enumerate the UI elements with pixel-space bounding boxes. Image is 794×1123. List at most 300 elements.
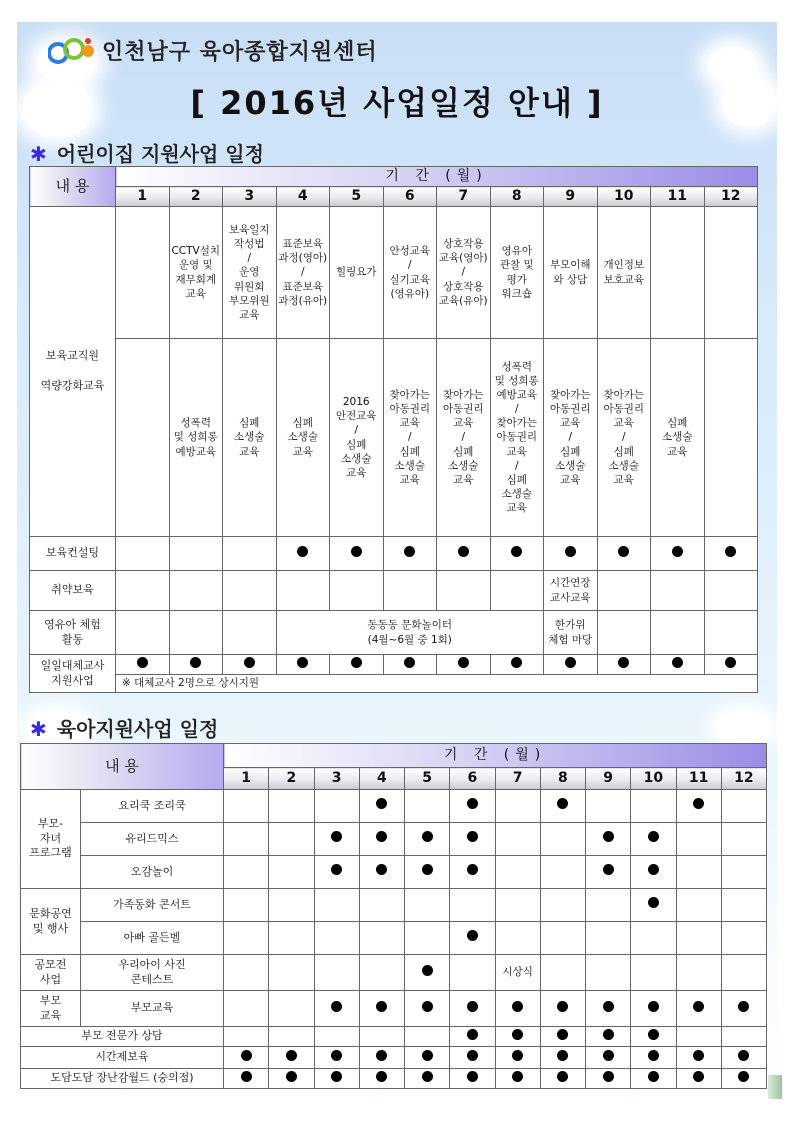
table-cell <box>450 991 495 1027</box>
table-cell <box>276 655 330 675</box>
table-cell <box>450 955 495 991</box>
table-row <box>21 889 767 922</box>
bullet-dot-icon <box>672 546 683 557</box>
program-name: 부모 전문가 상담 <box>21 1027 224 1047</box>
table-cell <box>597 611 651 655</box>
table-cell <box>116 571 170 611</box>
month-header: 10 <box>597 187 651 207</box>
table-cell <box>330 655 384 675</box>
table-cell <box>544 537 598 571</box>
table-cell <box>721 823 766 856</box>
table-cell <box>651 655 705 675</box>
table-row <box>30 571 758 611</box>
month-header: 7 <box>495 768 540 790</box>
program-name: 우리아이 사진 콘테스트 <box>81 955 224 991</box>
bullet-dot-icon <box>467 1001 478 1012</box>
table-cell: 동동동 문화놀이터 (4월~6월 중 1회) <box>276 611 544 655</box>
month-header: 1 <box>116 187 170 207</box>
table-cell <box>676 922 721 955</box>
table-cell <box>631 1069 676 1089</box>
table-row <box>21 823 767 856</box>
table-cell <box>544 655 598 675</box>
bullet-dot-icon <box>458 546 469 557</box>
substitute-note: ※ 대체교사 2명으로 상시지원 <box>116 675 758 693</box>
table-cell <box>314 1027 359 1047</box>
table-cell <box>540 922 585 955</box>
table-cell <box>540 790 585 823</box>
table-cell <box>269 823 314 856</box>
table-cell <box>495 1069 540 1089</box>
bullet-dot-icon <box>286 1071 297 1082</box>
month-header: 8 <box>540 768 585 790</box>
table-cell <box>116 655 170 675</box>
table-cell <box>651 537 705 571</box>
bullet-dot-icon <box>467 930 478 941</box>
table-cell <box>721 856 766 889</box>
table-cell: 심폐 소생술 교육 <box>276 339 330 537</box>
bullet-dot-icon <box>603 864 614 875</box>
table-cell: 찾아가는 아동권리 교육 / 심폐 소생술 교육 <box>544 339 598 537</box>
bullet-dot-icon <box>376 1001 387 1012</box>
bullet-dot-icon <box>618 657 629 668</box>
table-cell <box>405 823 450 856</box>
table-cell <box>676 889 721 922</box>
bullet-dot-icon <box>404 546 415 557</box>
month-header: 11 <box>651 187 705 207</box>
table-cell <box>314 922 359 955</box>
bullet-dot-icon <box>331 1050 342 1061</box>
table-cell <box>540 823 585 856</box>
table-row <box>21 1069 767 1089</box>
table-cell <box>359 922 404 955</box>
bullet-dot-icon <box>648 831 659 842</box>
bullet-dot-icon <box>458 657 469 668</box>
table-cell <box>490 571 544 611</box>
row-label-experience: 영유아 체험 활동 <box>30 611 116 655</box>
table-cell <box>405 922 450 955</box>
month-header: 11 <box>676 768 721 790</box>
month-header: 3 <box>223 187 277 207</box>
table-cell: 2016 안전교육 / 심폐 소생술 교육 <box>330 339 384 537</box>
table-row <box>21 856 767 889</box>
table-cell <box>540 856 585 889</box>
table-cell <box>704 339 758 537</box>
table-cell <box>116 207 170 339</box>
table-cell <box>586 823 631 856</box>
table-cell <box>330 571 384 611</box>
table-cell <box>405 889 450 922</box>
asterisk-icon: ✱ <box>30 142 47 166</box>
table-cell <box>314 955 359 991</box>
table-cell <box>314 856 359 889</box>
month-header: 8 <box>490 187 544 207</box>
table-cell <box>721 790 766 823</box>
table-cell <box>597 537 651 571</box>
table-cell <box>359 856 404 889</box>
bullet-dot-icon <box>286 1050 297 1061</box>
table-cell <box>383 571 437 611</box>
bullet-dot-icon <box>738 1001 749 1012</box>
program-name: 가족동화 콘서트 <box>81 889 224 922</box>
program-name: 부모교육 <box>81 991 224 1027</box>
table-cell <box>631 991 676 1027</box>
bullet-dot-icon <box>648 864 659 875</box>
table-cell <box>330 537 384 571</box>
bullet-dot-icon <box>512 1071 523 1082</box>
table-cell <box>223 537 277 571</box>
bullet-dot-icon <box>331 864 342 875</box>
table-cell <box>224 955 269 991</box>
section2-title-text: 육아지원사업 일정 <box>56 717 219 741</box>
table-cell <box>631 856 676 889</box>
table-cell <box>597 655 651 675</box>
page-title: [ 2016년 사업일정 안내 ] <box>190 84 604 122</box>
table-cell <box>540 1027 585 1047</box>
bullet-dot-icon <box>376 1050 387 1061</box>
content-header: 내 용 <box>30 167 116 207</box>
table-cell <box>169 655 223 675</box>
row-label-vulnerable: 취약보육 <box>30 571 116 611</box>
table-cell: 성폭력 및 성희롱 예방교육 <box>169 339 223 537</box>
bullet-dot-icon <box>404 657 415 668</box>
table-cell: 한가위 체험 마당 <box>544 611 598 655</box>
table-cell <box>405 790 450 823</box>
table-cell <box>169 537 223 571</box>
table-cell: 표준보육 과정(영아) / 표준보육 과정(유아) <box>276 207 330 339</box>
table-cell <box>631 922 676 955</box>
table-cell <box>721 991 766 1027</box>
table-cell <box>704 537 758 571</box>
bullet-dot-icon <box>422 1001 433 1012</box>
table-cell <box>495 856 540 889</box>
table-cell <box>651 207 705 339</box>
bullet-dot-icon <box>241 1071 252 1082</box>
table-cell <box>276 571 330 611</box>
month-header: 9 <box>544 187 598 207</box>
table-cell <box>495 991 540 1027</box>
grass-decoration <box>768 1075 782 1099</box>
table-cell <box>223 655 277 675</box>
program-group: 문화공연 및 행사 <box>21 889 81 955</box>
table-cell <box>676 955 721 991</box>
table-cell <box>540 1069 585 1089</box>
month-header-row <box>30 187 758 207</box>
row-label-training: 보육교직원 역량강화교육 <box>30 207 116 537</box>
program-group: 공모전 사업 <box>21 955 81 991</box>
table-cell <box>490 537 544 571</box>
table-cell: 개인정보 보호교육 <box>597 207 651 339</box>
content-header: 내 용 <box>21 744 224 790</box>
table-cell <box>586 1027 631 1047</box>
table-cell <box>450 790 495 823</box>
bullet-dot-icon <box>512 1001 523 1012</box>
bullet-dot-icon <box>467 1029 478 1040</box>
table-cell <box>269 991 314 1027</box>
table-header-row <box>30 167 758 187</box>
bullet-dot-icon <box>565 657 576 668</box>
table-cell <box>269 922 314 955</box>
bullet-dot-icon <box>241 1050 252 1061</box>
month-header: 12 <box>704 187 758 207</box>
table-row <box>21 1027 767 1047</box>
bullet-dot-icon <box>603 1001 614 1012</box>
table-cell <box>169 611 223 655</box>
table-cell: 안성교육 / 실기교육 (영유아) <box>383 207 437 339</box>
bullet-dot-icon <box>331 831 342 842</box>
table-cell <box>359 823 404 856</box>
table-cell <box>586 991 631 1027</box>
org-name: 인천남구 육아종합지원센터 <box>102 39 378 65</box>
table-row <box>30 675 758 693</box>
table-cell <box>721 1047 766 1069</box>
bullet-dot-icon <box>512 1050 523 1061</box>
table-cell <box>631 1047 676 1069</box>
table-row <box>21 790 767 823</box>
table-cell <box>269 856 314 889</box>
month-header: 2 <box>269 768 314 790</box>
bullet-dot-icon <box>648 1050 659 1061</box>
row-label-substitute: 일일대체교사 지원사업 <box>30 655 116 693</box>
bullet-dot-icon <box>693 798 704 809</box>
bullet-dot-icon <box>467 1050 478 1061</box>
bullet-dot-icon <box>738 1050 749 1061</box>
program-name: 시간제보육 <box>21 1047 224 1069</box>
table-cell <box>676 823 721 856</box>
month-header: 12 <box>721 768 766 790</box>
bullet-dot-icon <box>511 657 522 668</box>
table-cell <box>314 889 359 922</box>
table-cell <box>495 1027 540 1047</box>
table-cell <box>269 1047 314 1069</box>
table-row <box>30 207 758 339</box>
table-cell <box>383 537 437 571</box>
period-header: 기 간 (월) <box>116 167 758 187</box>
table-cell <box>586 790 631 823</box>
table-cell <box>597 571 651 611</box>
month-header: 5 <box>330 187 384 207</box>
table-cell <box>314 1069 359 1089</box>
bullet-dot-icon <box>725 657 736 668</box>
bullet-dot-icon <box>557 798 568 809</box>
table-row <box>30 537 758 571</box>
table-cell <box>116 537 170 571</box>
bullet-dot-icon <box>693 1071 704 1082</box>
table-cell <box>586 1069 631 1089</box>
bullet-dot-icon <box>565 546 576 557</box>
table-cell <box>540 991 585 1027</box>
table-cell <box>437 537 491 571</box>
table-cell <box>269 1069 314 1089</box>
bullet-dot-icon <box>467 798 478 809</box>
table-cell <box>631 790 676 823</box>
table-row <box>21 955 767 991</box>
table-cell <box>359 955 404 991</box>
table-cell <box>224 856 269 889</box>
table-cell: 찾아가는 아동권리 교육 / 심폐 소생술 교육 <box>437 339 491 537</box>
table-cell <box>359 991 404 1027</box>
section1-title <box>30 138 264 167</box>
bullet-dot-icon <box>244 657 255 668</box>
parenting-schedule-table <box>20 743 767 1089</box>
table-cell <box>169 571 223 611</box>
bullet-dot-icon <box>422 1050 433 1061</box>
table-cell: 부모이해 와 상담 <box>544 207 598 339</box>
table-cell <box>495 889 540 922</box>
bullet-dot-icon <box>693 1001 704 1012</box>
bullet-dot-icon <box>376 831 387 842</box>
bullet-dot-icon <box>422 1071 433 1082</box>
table-cell <box>405 991 450 1027</box>
table-cell <box>359 790 404 823</box>
table-header-row <box>21 744 767 768</box>
bullet-dot-icon <box>648 1071 659 1082</box>
table-cell: 시간연장 교사교육 <box>544 571 598 611</box>
table-cell <box>450 1027 495 1047</box>
table-cell <box>704 611 758 655</box>
table-cell <box>405 1047 450 1069</box>
program-name: 요리쿡 조리쿡 <box>81 790 224 823</box>
table-cell <box>586 856 631 889</box>
table-cell <box>721 955 766 991</box>
bullet-dot-icon <box>351 657 362 668</box>
table-cell <box>405 1069 450 1089</box>
bullet-dot-icon <box>603 1050 614 1061</box>
month-header: 6 <box>450 768 495 790</box>
program-name: 도담도담 장난감월드 (숭의점) <box>21 1069 224 1089</box>
logo <box>48 32 378 68</box>
table-cell <box>383 655 437 675</box>
month-header: 5 <box>405 768 450 790</box>
period-header: 기 간 (월) <box>224 744 767 768</box>
month-header: 9 <box>586 768 631 790</box>
table-cell <box>676 1027 721 1047</box>
table-cell: 상호작용 교육(영아) / 상호작용 교육(유아) <box>437 207 491 339</box>
table-cell <box>450 922 495 955</box>
table-row <box>30 339 758 537</box>
bullet-dot-icon <box>190 657 201 668</box>
table-cell <box>721 1027 766 1047</box>
bullet-dot-icon <box>331 1001 342 1012</box>
table-cell <box>359 1027 404 1047</box>
bullet-dot-icon <box>618 546 629 557</box>
table-cell <box>495 922 540 955</box>
table-cell <box>704 207 758 339</box>
bullet-dot-icon <box>467 831 478 842</box>
table-row <box>30 611 758 655</box>
bullet-dot-icon <box>376 1071 387 1082</box>
table-row <box>21 1047 767 1069</box>
program-name: 오감놀이 <box>81 856 224 889</box>
month-header: 10 <box>631 768 676 790</box>
bullet-dot-icon <box>467 864 478 875</box>
bullet-dot-icon <box>557 1029 568 1040</box>
table-cell <box>586 889 631 922</box>
month-header: 4 <box>276 187 330 207</box>
table-row <box>21 922 767 955</box>
bullet-dot-icon <box>603 1029 614 1040</box>
table-cell <box>704 655 758 675</box>
table-cell <box>224 1069 269 1089</box>
table-cell <box>495 790 540 823</box>
table-cell: CCTV설치 운영 및 재무회계 교육 <box>169 207 223 339</box>
table-cell <box>223 611 277 655</box>
bullet-dot-icon <box>603 1071 614 1082</box>
table-cell <box>224 889 269 922</box>
table-cell <box>450 1047 495 1069</box>
table-cell <box>224 922 269 955</box>
table-cell <box>450 856 495 889</box>
table-cell <box>437 655 491 675</box>
program-group: 부모 교육 <box>21 991 81 1027</box>
table-cell: 보육일지 작성법 / 운영 위원회 부모위원 교육 <box>223 207 277 339</box>
bullet-dot-icon <box>557 1071 568 1082</box>
section2-title <box>30 713 218 742</box>
table-cell <box>721 922 766 955</box>
table-cell: 심폐 소생술 교육 <box>223 339 277 537</box>
table-cell <box>314 790 359 823</box>
table-cell <box>631 823 676 856</box>
table-row <box>30 655 758 675</box>
table-cell <box>495 823 540 856</box>
bullet-dot-icon <box>738 1071 749 1082</box>
table-cell <box>651 571 705 611</box>
table-cell <box>269 790 314 823</box>
program-name: 유리드믹스 <box>81 823 224 856</box>
bullet-dot-icon <box>422 831 433 842</box>
table-cell <box>651 611 705 655</box>
table-cell <box>405 955 450 991</box>
table-cell <box>540 955 585 991</box>
table-cell <box>586 955 631 991</box>
table-cell <box>631 955 676 991</box>
table-row <box>21 991 767 1027</box>
table-cell <box>676 1047 721 1069</box>
bullet-dot-icon <box>672 657 683 668</box>
asterisk-icon: ✱ <box>30 717 47 741</box>
table-cell <box>631 1027 676 1047</box>
month-header: 2 <box>169 187 223 207</box>
table-cell <box>405 856 450 889</box>
table-cell <box>450 1069 495 1089</box>
table-cell <box>450 889 495 922</box>
bullet-dot-icon <box>557 1001 568 1012</box>
table-cell <box>116 339 170 537</box>
table-cell <box>276 537 330 571</box>
section1-title-text: 어린이집 지원사업 일정 <box>56 142 264 166</box>
table-cell <box>676 991 721 1027</box>
table-cell <box>405 1027 450 1047</box>
table-cell <box>116 611 170 655</box>
table-cell <box>721 889 766 922</box>
bullet-dot-icon <box>648 897 659 908</box>
table-cell <box>314 1047 359 1069</box>
bullet-dot-icon <box>725 546 736 557</box>
table-cell <box>631 889 676 922</box>
logo-mark <box>48 33 98 67</box>
table-cell <box>224 790 269 823</box>
table-cell <box>676 790 721 823</box>
row-label-consulting: 보육컨설팅 <box>30 537 116 571</box>
table-cell: 영유아 관찰 및 평가 워크숍 <box>490 207 544 339</box>
bullet-dot-icon <box>297 546 308 557</box>
table-cell: 성폭력 및 성희롱 예방교육 / 찾아가는 아동권리 교육 / 심폐 소생술 교육 <box>490 339 544 537</box>
bullet-dot-icon <box>422 864 433 875</box>
bullet-dot-icon <box>137 657 148 668</box>
program-name: 아빠 골든벨 <box>81 922 224 955</box>
table-cell: 심폐 소생술 교육 <box>651 339 705 537</box>
month-header: 1 <box>224 768 269 790</box>
bullet-dot-icon <box>693 1050 704 1061</box>
